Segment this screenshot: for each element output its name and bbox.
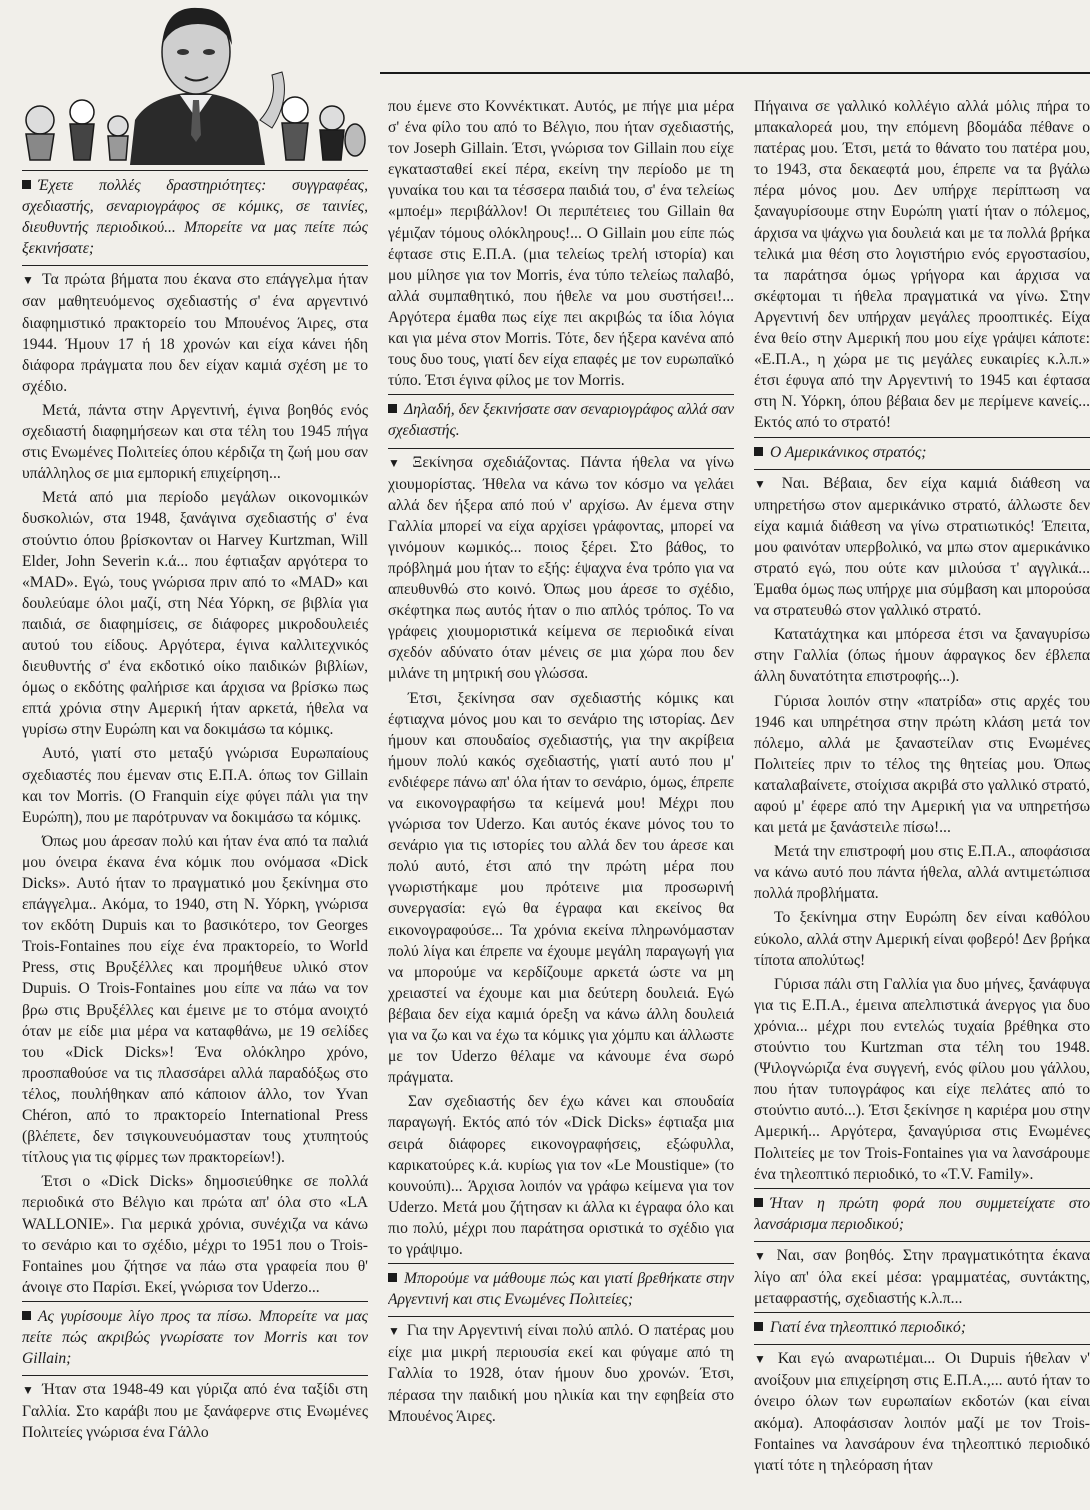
interview-answer [754, 1245, 1090, 1309]
interview-answer [388, 452, 734, 685]
paragraph-text: Μετά, πάντα στην Αργεντινή, έγινα βοηθός ενός σχεδιαστή διαφημήσεων και στα τέλη του 1945 πήγα στις Ενωμένες Πολιτείες όπου κέρδιζα τη ζωή μου σαν υπάλληλος σε μια εμπορική επιχείρηση... [22, 401, 368, 483]
body-paragraph [388, 96, 734, 391]
paragraph-text: Ναι, σαν βοηθός. Στην πραγματικότητα έκανα λίγο απ' όλα εκεί μέσα: γραμματέας, συντάκτης, μεταφραστής, σχεδιαστής κ.λ.π... [754, 1246, 1090, 1308]
body-paragraph [22, 1171, 368, 1298]
triangle-bullet-icon: ▼ [754, 1248, 771, 1263]
column-3 [754, 96, 1090, 1510]
paragraph-text: Ναι. Βέβαια, δεν είχα καμιά διάθεση να υπηρετήσω στον αμερικάνικο στρατό, άλλωστε δεν είχα καμιά διάθεση να γίνω στρατιωτικός! Έπειτα, μου φαινόταν υπερβολικό, να μπω στον αμερικάνικο στρατό εγώ, που ούτε καν μιλούσα τ' αγγλικά... Έμαθα όμως πως υπήρχε μια σύμβαση και μπορούσα να στρατευθώ στον γαλλικό στρατό. [754, 474, 1090, 620]
interview-question [388, 1263, 734, 1317]
body-paragraph [754, 624, 1090, 687]
triangle-bullet-icon: ▼ [388, 455, 407, 470]
triangle-bullet-icon: ▼ [22, 1383, 37, 1398]
paragraph-text: Κατατάχτηκα και μπόρεσα έτσι να ξαναγυρίσω στην Γαλλία (όπως ήμουν άφραγκος δεν έβλεπα άλλη δυνατότητα επιστροφής...). [754, 626, 1090, 686]
paragraph-text: Για την Αργεντινή είναι πολύ απλό. Ο πατέρας μου είχε μια μικρή περιουσία εκεί και φύγαμε από τη Γαλλία το 1928, όταν ήμουν δυο χρονών. Έτσι, πέρασα την παιδική μου ηλικία και την εφηβεία στο Μπουένος Άιρες. [388, 1322, 734, 1425]
square-bullet-icon [754, 1198, 763, 1207]
paragraph-text: Μπορούμε να μάθουμε πώς και γιατί βρεθήκατε στην Αργεντινή και στις Ενωμένες Πολιτείες; [388, 1270, 734, 1309]
paragraph-text: Και εγώ αναρωτιέμαι... Οι Dupuis ήθελαν ν' ανοίξουν μια επιχείρηση στις Ε.Π.Α.,... αυτό ήταν το όνειρο όλων των ευρωπαίων εκδοτών (και είναι ακόμα). Αποφάσισαν λοιπόν μαζί με τον Trois-Fontaines να λανσάρουν ένα τηλεοπτικό περιοδικό γιατί τότε η τηλεόραση ήταν [754, 1350, 1090, 1474]
paragraph-text: Ήταν στα 1948-49 και γύριζα από ένα ταξίδι στη Γαλλία. Στο καράβι που με ξανάφερνε στις Ενωμένες Πολιτείες γνώρισα ένα Γάλλο [22, 1381, 368, 1442]
paragraph-text: Γύρισα λοιπόν στην «πατρίδα» στις αρχές του 1946 και υπηρέτησα στην πρώτη κλάση μετά τον πόλεμο, αλλά με ξαναστείλαν στις Ενωμένες Πολιτείες πριν το τέλος της θητείας μου. Όπως καταλαβαίνετε, στοίχισα ακριβά στο γαλλικό στρατό, αφού μ' έφερε από την Αμερική για να υπηρετήσω και μετά με ξανάστειλε πίσω!... [754, 692, 1090, 837]
paragraph-text: Γιατί ένα τηλεοπτικό περιοδικό; [770, 1319, 967, 1337]
paragraph-text: Έτσι ο «Dick Dicks» δημοσιεύθηκε σε πολλά περιοδικά στο Βέλγιο και πρώτα απ' όλα στο «LA WALLONIE». Για μερικά χρόνια, συνέχιζα να κάνω το σενάριο και το σχέδιο, μέχρι το 1951 που ο Trois-Fontaines μου ζήτησε να πάω στα γραφεία που θ' άνοιγε στο Παρίσι. Εκεί, γνώρισα τον Uderzo... [22, 1173, 368, 1296]
square-bullet-icon [754, 447, 763, 456]
interview-question [754, 1188, 1090, 1242]
triangle-bullet-icon: ▼ [754, 476, 776, 491]
interview-answer [22, 1379, 368, 1443]
author-portrait-illustration [10, 0, 370, 165]
square-bullet-icon [388, 404, 397, 413]
triangle-bullet-icon: ▼ [754, 1352, 772, 1367]
paragraph-text: Σαν σχεδιαστής δεν έχω κάνει και σπουδαία παραγωγή. Εκτός από τόν «Dick Dicks» έφτιαξα μια σειρά διάφορες εικονογραφήσεις, εξώφυλλα, καρικατούρες κ.ά. κυρίως για τον «Le Moustique» (το κουνούπι)... Άρχισα λοιπόν να γράφω κείμενα για τον Uderzo. Μετά μου ζήτησαν κι άλλα κι έγραφα όλο και πιο πολύ, μέχρι που παράτησα οριστικά το σχέδιο για το γράψιμο. [388, 1093, 734, 1258]
body-paragraph [22, 743, 368, 827]
interview-question [388, 394, 734, 448]
interview-question [754, 437, 1090, 470]
interview-answer [388, 1320, 734, 1426]
square-bullet-icon [22, 1311, 31, 1320]
paragraph-text: Όπως μου άρεσαν πολύ και ήταν ένα από τα παλιά μου όνειρα έκανα ένα κόμικ που ονόμασα «Dick Dicks». Αυτό ήταν το πραγματικό μου ξεκίνημα στο επάγγελμα.. Ακόμα, το 1940, στη Ν. Υόρκη, γνώρισα τον εκδότη Dupuis και το βασικότερο, τον Georges Trois-Fontaines που είχε ένα πρακτορείο, το World Press, στις Βρυξέλλες και προμήθευε υλικό στον Dupuis. Ο Trois-Fontaines μου είπε να πάω να τον βρω στις Βρυξέλλες και έμεινε με το στόμα ανοιχτό όταν με είδε μια μέρα να καταφθάνω, με 19 σελίδες του «Dick Dicks»! Ένα ολόκληρο χρόνο, προσπαθούσε να τις πλασσάρει αλλά παραδόξως στο τέλος, πουλήθηκαν από κάποιον άλλο, τον Yvan Chéron, από το πρακτορείο International Press (βλέπετε, δεν τσιγκουνευόμασταν τους χτυπητούς τίτλους για τις φίρμες των πρακτορείων!). [22, 832, 368, 1167]
body-paragraph [754, 974, 1090, 1185]
body-paragraph [22, 400, 368, 484]
column-2 [388, 96, 734, 1510]
triangle-bullet-icon: ▼ [388, 1324, 401, 1339]
body-paragraph [754, 841, 1090, 904]
paragraph-text: Ήταν η πρώτη φορά που συμμετείχατε στο λανσάρισμα περιοδικού; [754, 1194, 1090, 1233]
paragraph-text: Το ξεκίνημα στην Ευρώπη δεν είναι καθόλου εύκολο, αλλά στην Αμερική είναι φοβερό! Δεν βρήκα τίποτα απολύτως! [754, 909, 1090, 969]
interview-answer [754, 473, 1090, 622]
body-paragraph [388, 1091, 734, 1260]
square-bullet-icon [754, 1322, 763, 1331]
interview-answer [22, 269, 368, 397]
paragraph-text: Μετά από μια περίοδο μεγάλων οικονομικών δυσκολιών, στα 1948, ξανάγινα σχεδιαστής σ' ένα στούντιο όπου βρίσκονταν οι Harvey Kurtzman, Will Elder, John Severin κ.ά... που έφτιαξαν αργότερα το «MAD». Εγώ, τους γνώρισα πριν από το «MAD» και δουλεύαμε όλοι μαζί, στη Νέα Υόρκη, σε βιβλία για παιδιά, σε διαφημίσεις, σε διάφορες μικροδουλειές αυτού του είδους. Αργότερα, έγινα καλλιτεχνικός διευθυντής σ' ένα εκδοτικό οίκο παιδικών βιβλίων, όμως ο εκδότης φαλήρισε και άρχισα να βρίσκω πως επτά χρόνια στην Αμερική ήταν αρκετά, ήθελα να γυρίσω στην Ευρώπη και να δοκιμάσω τα κόμικς. [22, 489, 368, 739]
body-paragraph [388, 688, 734, 1089]
paragraph-text: Ξεκίνησα σχεδιάζοντας. Πάντα ήθελα να γίνω χιουμορίστας. Ήθελα να κάνω τον κόσμο να γελάει αλλά δεν ήξερα από πού ν' αρχίσω. Αν έμενα στην Γαλλία μπορεί να είχα αρχίσει γράφοντας, μπορεί να γινόμουν κωμικός... ποιος ξέρει. Στο βάθος, το πρόβλημά μου ήταν το εξής: έψαχνα ένα τρόπο για να απευθυνθώ στο κοινό. Όπως μου άρεσε το σχέδιο, σκέφτηκα πως αυτός ήταν ο πιο απλός τρόπος. Το να γράφεις χιουμοριστικά κείμενα σε περιοδικά είναι σχεδόν αδύνατο όταν μένεις σε μια χώρα που δεν μιλάνε τη μητρική σου γλώσσα. [388, 453, 734, 683]
interview-question [22, 1301, 368, 1376]
body-paragraph [754, 691, 1090, 839]
paragraph-text: Γύρισα πάλι στη Γαλλία για δυο μήνες, ξανάφυγα για τις Ε.Π.Α., έμεινα απελπιστικά άνεργος για δυο χρόνια... μέχρι που εντελώς τυχαία βρέθηκα στο στούντιο του Kurtzman στα τέλη του 1948. (Ψιλογνώριζα ένα συγγενή, ενός φίλου μου γάλλου, που ήταν τυπογράφος και είχε πελάτες από το στούντιο αυτό...). Έτσι ξεκίνησε η καριέρα μου στην Αμερική... Αργότερα, ξαναγύρισα στις Ενωμένες Πολιτείες με τον Trois-Fontaines για να λανσάρουμε ένα τηλεοπτικό περιοδικό, το «T.V. Family». [754, 975, 1090, 1183]
header-rule [380, 72, 1090, 74]
body-paragraph [22, 831, 368, 1169]
interview-question [754, 1312, 1090, 1345]
paragraph-text: Έχετε πολλές δραστηριότητες: συγγραφέας, σχεδιαστής, σεναριογράφος σε κόμικς, σε ταινίες, διευθυντής περιοδικού... Μπορείτε να μας πείτε πώς ξεκινήσατε; [22, 177, 368, 258]
paragraph-text: Πήγαινα σε γαλλικό κολλέγιο αλλά μόλις πήρα το μπακαλορεά μου, την επόμενη βδομάδα πέθανε ο πατέρας μου. Έτσι, μετά το θάνατο του πατέρα μου, το 1943, στα δεκαεφτά μου, έπρεπε να τα βγάλω πέρα μόνος μου. Δεν υπήρχε περίπτωση να ξαναγυρίσουμε στην Ευρώπη γιατί ήταν ο πόλεμος, άρχισα να ψάχνω για δουλειά και με τα πολλά βρήκα τελικά μια θέση στο λογιστήριο ενός εργοστασίου, τα παράτησα όμως γρήγορα και άρχισα να σκέφτομαι τι ήθελα πραγματικά να γίνω. Στην Αργεντινή δεν υπήρχαν μεγάλες προοπτικές. Είχα ένα θείο στην Αμερική που μου είχε γράψει κάποτε: «Ε.Π.Α., η χώρα με τις μεγάλες ευκαιρίες κ.λ.π.» έτσι έφυγα από την Αργεντινή το 1945 και έφτασα στη Ν. Υόρκη, όπου βέβαια δεν με περίμενε κανείς... Εκτός από το στρατό! [754, 98, 1090, 432]
paragraph-text: Τα πρώτα βήματα που έκανα στο επάγγελμα ήταν σαν μαθητευόμενος σχεδιαστής σ' ένα αργεντινό διαφημιστικό πρακτορείο του Μπουένος Άιρες, στα 1944. Ήμουν 17 ή 18 χρονών και είχα κάνει ήδη διάφορα πράγματα που δεν είχαν καμιά σχέση με το σχέδιο. [22, 271, 368, 395]
column-1 [22, 170, 368, 1510]
body-paragraph [22, 487, 368, 740]
square-bullet-icon [388, 1273, 397, 1282]
body-paragraph [754, 907, 1090, 970]
paragraph-text: Έτσι, ξεκίνησα σαν σχεδιαστής κόμικς και έφτιαχνα μόνος μου και το σενάριο της ιστορίας. Δεν ήμουν και σπουδαίος σχεδιαστής, για την ακρίβεια ήμουν πολύ κακός σχεδιαστής, γιατί αυτό που μ' ενδιέφερε πάνω απ' όλα ήταν το σενάριο, όμως, έπρεπε να εικονογραφήσω τα κείμενά μου! Μέχρι που γνώρισα τον Uderzo. Και αυτός έκανε μόνος του το σενάριο για τις ιστορίες του αλλά δεν του άρεσε και πολύ αυτό, έτσι από την πρώτη μέρα που γνωριστήκαμε μου πρότεινε μια προσωρινή συνεργασία: εγώ θα έγραφα και εκείνος θα εικονογραφούσε... Τα χρόνια εκείνα πληρωνόμασταν πολύ λίγα και έπρεπε να έχουμε μεγάλη παραγωγή για να μπορούμε να κερδίζουμε αρκετά ώστε να μη χρειαστεί να έχουμε και μια δεύτερη δουλειά. Εγώ βέβαια δεν είχα καμιά όρεξη να κάνω άλλη δουλειά για να ζω και να έχω τα κόμικς για χόμπυ και άλλωστε με τον Uderzo θέλαμε να κάνουμε ένα σωρό πράγματα. [388, 689, 734, 1087]
interview-answer [754, 1348, 1090, 1476]
paragraph-text: που έμενε στο Κοννέκτικατ. Αυτός, με πήγε μια μέρα σ' ένα φίλο του από το Βέλγιο, που ήταν σχεδιαστής, τον Joseph Gillain. Έτσι, γνώρισα τον Gillain που είχε εγκατασταθεί εκεί πέρα, εκείνη την περίοδο με τη γυναίκα του και τα τέσσερα παιδιά του, σ' ένα τελείως «μποέμ» περιβάλλον! Οι περιπέτειες του Gillain θα γέμιζαν τόμους ολόκληρους!... Ο Gillain μου είπε πώς έφτασε στις Ε.Π.Α. (μια τελείως τρελή ιστορία) και μου μίλησε για τον Morris, ένα τύπο τελείως παλαβό, αλλά συμπαθητικό, που ήθελε να μου συστήσει!... Αργότερα έμαθα πως είχε πει ακριβώς τα ίδια λόγια και για μένα στον Morris. Τότε, δεν ήξερα κανένα από τους δυο τους, γιατί δεν είχα επαφές με τον ευρωπαϊκό τύπο. Έτσι έγινα φίλος με τον Morris. [388, 98, 734, 390]
paragraph-text: Δηλαδή, δεν ξεκινήσατε σαν σεναριογράφος αλλά σαν σχεδιαστής. [388, 401, 734, 440]
paragraph-text: Ας γυρίσουμε λίγο προς τα πίσω. Μπορείτε να μας πείτε πώς ακριβώς γνωρίσατε τον Morris και τον Gillain; [22, 1307, 368, 1368]
paragraph-text: Ο Αμερικάνικος στρατός; [770, 443, 927, 461]
body-paragraph [754, 96, 1090, 434]
square-bullet-icon [22, 180, 31, 189]
triangle-bullet-icon: ▼ [22, 273, 36, 288]
paragraph-text: Μετά την επιστροφή μου στις Ε.Π.Α., αποφάσισα να κάνω αυτό που πάντα ήθελα, αλλά αντιμετώπισα πολλά προβλήματα. [754, 843, 1090, 903]
interview-question [22, 170, 368, 266]
paragraph-text: Αυτό, γιατί στο μεταξύ γνώρισα Ευρωπαίους σχεδιαστές που έμεναν στις Ε.Π.Α. όπως τον Gillain και τον Morris. (Ο Franquin είχε φύγει πάλι για την Ευρώπη), που με παρότρυναν να δοκιμάσω τα κόμικς. [22, 745, 368, 826]
